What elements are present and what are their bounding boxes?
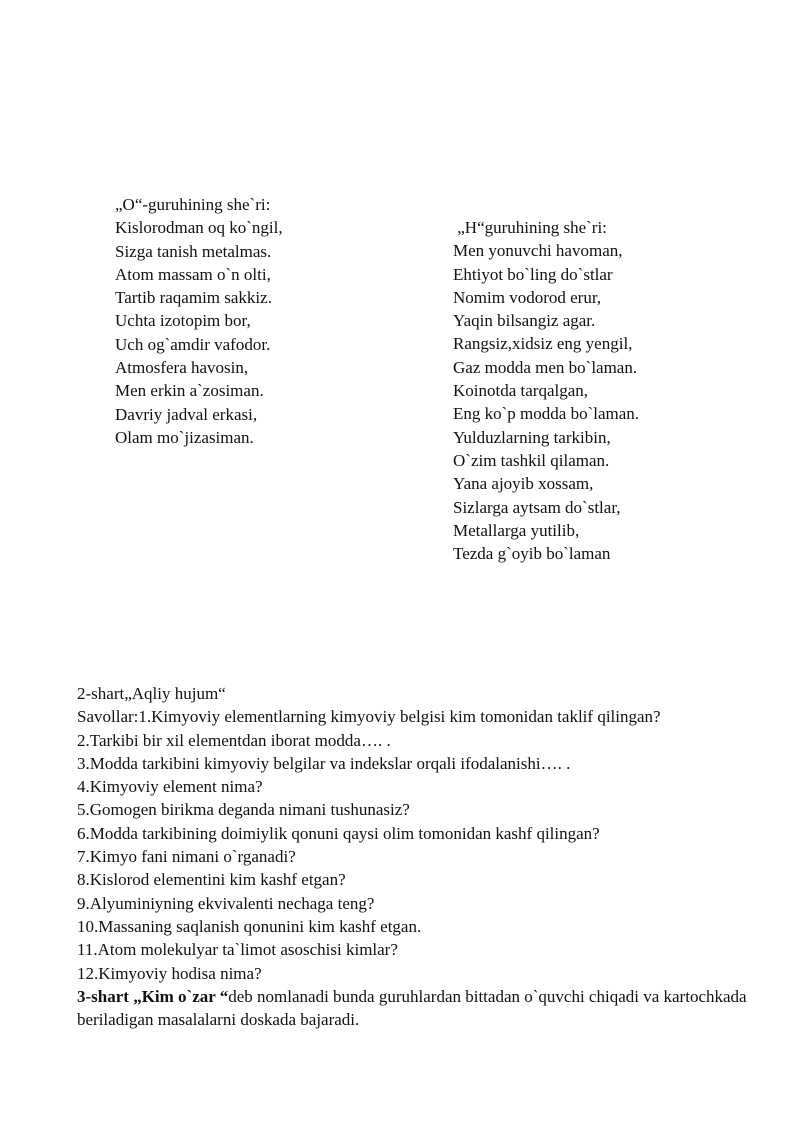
poem-line: Ehtiyot bo`ling do`stlar: [453, 264, 613, 284]
poem-line: Eng ko`p modda bo`laman.: [453, 404, 640, 424]
poem-line: O`zim tashkil qilaman.: [453, 450, 610, 470]
poem-line: Yaqin bilsangiz agar.: [453, 311, 596, 331]
poem-line: Nomim vodorod erur,: [453, 287, 602, 307]
poem-line: Yana ajoyib xossam,: [453, 474, 594, 494]
poem-h-group: [453, 216, 639, 565]
question-item: 8.Kislorod elementini kim kashf etgan?: [77, 870, 346, 890]
poem-h-group-title: „H“guruhining she`ri:: [453, 218, 607, 237]
section3-heading: 3-shart „Kim o`zar “: [77, 986, 229, 1006]
question-item: Savollar:1.Kimyoviy elementlarning kimyoviy belgisi kim tomonidan taklif qilingan?: [77, 707, 661, 727]
poem-line: Uchta izotopim bor,: [115, 311, 251, 331]
poem-line: Metallarga yutilib,: [453, 520, 580, 540]
question-item: 6.Modda tarkibining doimiylik qonuni qaysi olim tomonidan kashf qilingan?: [77, 823, 600, 843]
question-item: 10.Massaning saqlanish qonunini kim kashf etgan.: [77, 916, 422, 936]
question-item: 2.Tarkibi bir xil elementdan iborat modda…. .: [77, 730, 391, 750]
poem-line: Tartib raqamim sakkiz.: [115, 288, 272, 308]
poem-line: Gaz modda men bo`laman.: [453, 357, 638, 377]
section3-paragraph: [77, 985, 757, 1032]
poem-line: Men erkin a`zosiman.: [115, 381, 264, 401]
poem-line: Atom massam o`n olti,: [115, 264, 271, 284]
poem-line: Uch og`amdir vafodor.: [115, 334, 271, 354]
poem-line: Kislorodman oq ko`ngil,: [115, 218, 283, 238]
poem-o-group-title: „O“-guruhining she`ri:: [115, 195, 271, 214]
section3-text: deb nomlanadi bunda guruhlardan bittadan o`quvchi chiqadi va kartochkada beriladigan masalalarni doskada bajaradi.: [77, 986, 747, 1030]
poem-line: Sizga tanish metalmas.: [115, 241, 272, 261]
question-item: 3.Modda tarkibini kimyoviy belgilar va indekslar orqali ifodalanishi…. .: [77, 753, 571, 773]
poem-o-group: [115, 193, 283, 449]
question-item: 9.Alyuminiyning ekvivalenti nechaga teng?: [77, 893, 375, 913]
poem-line: Olam mo`jizasiman.: [115, 427, 254, 447]
poem-line: Davriy jadval erkasi,: [115, 404, 258, 424]
question-item: 11.Atom molekulyar ta`limot asoschisi kimlar?: [77, 940, 398, 960]
question-item: 5.Gomogen birikma deganda nimani tushunasiz?: [77, 800, 410, 820]
question-item: 7.Kimyo fani nimani o`rganadi?: [77, 847, 296, 867]
poem-line: Rangsiz,xidsiz eng yengil,: [453, 334, 633, 354]
question-item: 4.Kimyoviy element nima?: [77, 777, 263, 797]
poem-line: Sizlarga aytsam do`stlar,: [453, 497, 621, 517]
section-aqliy-hujum: [77, 682, 757, 1031]
question-item: 12.Kimyoviy hodisa nima?: [77, 963, 262, 983]
poem-line: Koinotda tarqalgan,: [453, 381, 589, 401]
section2-heading: 2-shart„Aqliy hujum“: [77, 684, 226, 703]
poem-line: Men yonuvchi havoman,: [453, 241, 623, 261]
poem-line: Tezda g`oyib bo`laman: [453, 544, 611, 564]
poem-line: Atmosfera havosin,: [115, 358, 249, 378]
poem-line: Yulduzlarning tarkibin,: [453, 427, 611, 447]
